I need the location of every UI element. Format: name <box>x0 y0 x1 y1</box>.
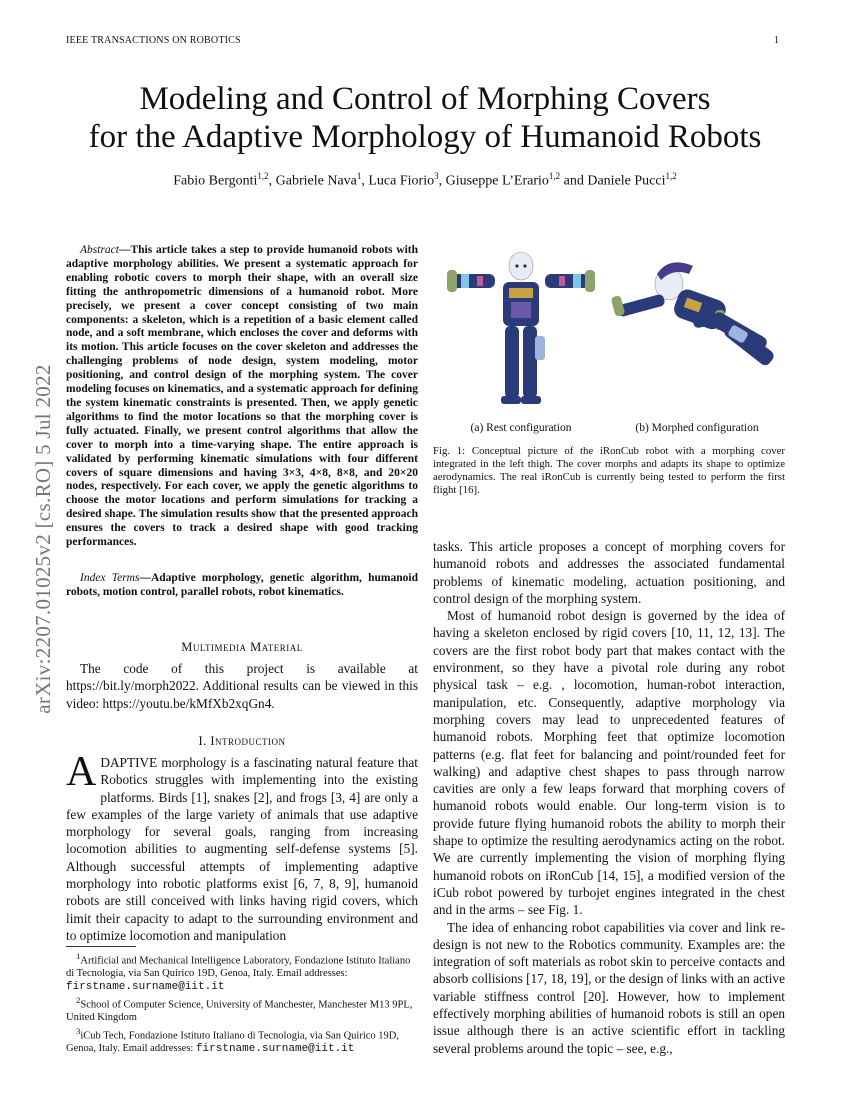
robot-morphed-illustration <box>609 244 785 414</box>
right-column-text <box>433 538 785 1057</box>
author-affiliation: 1,2 <box>665 171 677 181</box>
author-list: Fabio Bergonti$^{1,2}$, Gabriele Nava$^1$, Luca Fiorio$^3$, Giuseppe L’Erario$^{1,2}$ and Daniele Pucci$^{1,2}$ <box>173 171 677 189</box>
running-header: IEEE TRANSACTIONS ON ROBOTICS <box>66 35 241 46</box>
abstract-label: Abstract <box>80 244 119 256</box>
multimedia-text <box>66 660 418 712</box>
paragraph: Most of humanoid robot design is governed by the idea of having a skeleton enclosed by rigid covers [10, 11, 12, 13]. The covers are the first robot body part that makes contact with the environment, so they have a pivotal role during any robot physical task – e.g. , locomotion, human-robot interaction, manipulation, etc. Consequently, adaptive morphology via morphing covers may lead to unprecedented features of humanoid robots. Morphing feet that optimize locomotion patterns (e.g. flat feet for balancing and point/rounded feet for walking) and adaptive chest shapes to pass through narrow cavities are only a few leaps forward that morphing covers of humanoid robots would enable. Our long-term vision is to provide future flying humanoid robots the ability to morph their shape to optimize the resulting aerodynamics acting on the robot. We are currently implementing the vision of morphing flying humanoid robots on iRonCub [14, 15], a modified version of the iCub robot powered by turbojet engines integrated in the chest and in the arms – see Fig. 1. <box>433 608 785 918</box>
author-name: Daniele Pucci <box>587 173 666 189</box>
footnote: $^2$School of Computer Science, University of Manchester, Manchester M13 9PL, United Kingdom <box>66 994 413 1024</box>
paragraph: tasks. This article proposes a concept of morphing covers for humanoid robots and addresses the associated fundamental problems of kinematic modeling, actuation positioning, and control design of the morphing system. <box>433 539 785 606</box>
figure-caption-label: Fig. 1: <box>433 445 466 457</box>
subfigure-a-label: (a) Rest configuration <box>470 422 572 434</box>
multimedia-heading: Multimedia Material <box>181 640 303 654</box>
multimedia-paragraph: The code of this project is available at https://bit.ly/morph2022. Additional results can be viewed in this video: https://youtu.be/kMfXb2xqGn4. <box>66 661 418 711</box>
intro-heading: I. Introduction <box>198 734 286 748</box>
title-line-1: Modeling and Control of Morphing Covers <box>139 81 711 117</box>
drop-cap: A <box>66 749 97 795</box>
paragraph: The idea of enhancing robot capabilities via cover and link re-design is not new to the Robotics community. Examples are: the integration of soft materials as robot skin to perceive contacts and absorb collisions [17, 18, 19], or the design of links with an active variable stiffness control [20]. However, how to implement effectively morphing abilities of humanoid robots is still an open issue although there is an active scientific effort in tackling several problems around the topic – see, e.g., <box>433 919 785 1056</box>
footnote: $^3$iCub Tech, Fondazione Istituto Italiano di Tecnologia, via San Quirico 19D, Genoa, Italy. Email addresses: firstname.surname@iit.it <box>66 1025 399 1056</box>
author-name: Fabio Bergonti <box>173 173 258 189</box>
intro-paragraph: DAPTIVE morphology is a fascinating natural feature that Robotics struggles with implementing into the existing platforms. Birds [1], snakes [2], and frogs [3, 4] are only a few examples of the large variety of animals that use adaptive morphology for several goals, ranging from increasing locomotion abilities to augmenting self-defense systems [5]. Although successful attempts of implementing adaptive morphology into robotic platforms exist [6, 7, 8, 9], humanoid robots are still conceived with links having rigid covers, which limit their capacity to adapt to the surrounding environment and to optimize locomotion and manipulation <box>66 755 418 943</box>
abstract-text: —This article takes a step to provide humanoid robots with adaptive morphology abilities. We present a systematic approach for enabling robotic covers to morph their shape, with an overall size fitting the anthropometric dimensions of a humanoid robot. More precisely, we present a cover concept consisting of two main components: a skeleton, which is a repetition of a basic element called node, and a soft membrane, which encloses the cover and deforms with its motion. This article focuses on the cover skeleton and addresses the challenging problems of node design, system modeling, motor positioning, and control design of the morphing system. The cover modeling focuses on kinematics, and a systematic approach for defining the system kinematic constraints is presented. Then, we apply genetic algorithms to find the motor locations so that the morphing cover is fully actuated. Finally, we present control algorithms that allow the cover to morph into a time-varying shape. The entire approach is validated by performing kinematic simulations with four different covers of square dimensions and having 3×3, 4×8, 8×8, and 20×20 nodes, respectively. For each cover, we apply the genetic algorithms to choose the motor locations and perform simulations for tracking a desired shape. The simulation results show that the presented approach ensures the covers to track a desired shape with good tracking performances. <box>66 244 418 549</box>
footnote-rule <box>66 946 136 947</box>
author-affiliation: 1,2 <box>257 171 269 181</box>
footnote: $^1$Artificial and Mechanical Intelligence Laboratory, Fondazione Istituto Italiano di Tecnologia, via San Quirico 19D, Genoa, Italy. Email addresses: firstname.surname@iit.it <box>66 951 411 994</box>
index-terms <box>66 571 418 599</box>
paper-title <box>40 80 810 156</box>
intro-text <box>66 749 418 944</box>
author-affiliation: 1 <box>356 171 362 181</box>
index-terms-label: Index Terms <box>80 572 140 584</box>
author-affiliation: 3 <box>434 171 439 181</box>
author-affiliation: 1,2 <box>548 171 561 181</box>
robot-rest-illustration <box>433 244 609 414</box>
title-line-2: for the Adaptive Morphology of Humanoid Robots <box>88 119 762 155</box>
author-conjunction: and <box>563 173 584 189</box>
page-number: 1 <box>774 35 779 46</box>
author-name: Gabriele Nava <box>275 173 357 189</box>
author-name: Giuseppe L’Erario <box>445 173 549 189</box>
footnote-email: firstname.surname@iit.it <box>66 981 225 994</box>
arxiv-identifier: arXiv:2207.01025v2 [cs.RO] 5 Jul 2022 <box>31 364 55 714</box>
footnotes <box>66 950 418 1056</box>
abstract <box>66 244 418 550</box>
index-terms-text: —Adaptive morphology, genetic algorithm, humanoid robots, motion control, parallel robots, robot kinematics. <box>66 572 418 598</box>
figure-caption-text: Conceptual picture of the iRonCub robot with a morphing cover integrated in the left thigh. The cover morphs and adapts its shape to optimize aerodynamics. The real iRonCub is currently being tested to perform the first flight [16]. <box>433 445 786 496</box>
figure-1 <box>433 244 785 414</box>
figure-caption <box>433 445 785 497</box>
footnote-email: firstname.surname@iit.it <box>195 1043 355 1056</box>
subfigure-b-label: (b) Morphed configuration <box>635 422 759 434</box>
author-name: Luca Fiorio <box>368 173 435 189</box>
